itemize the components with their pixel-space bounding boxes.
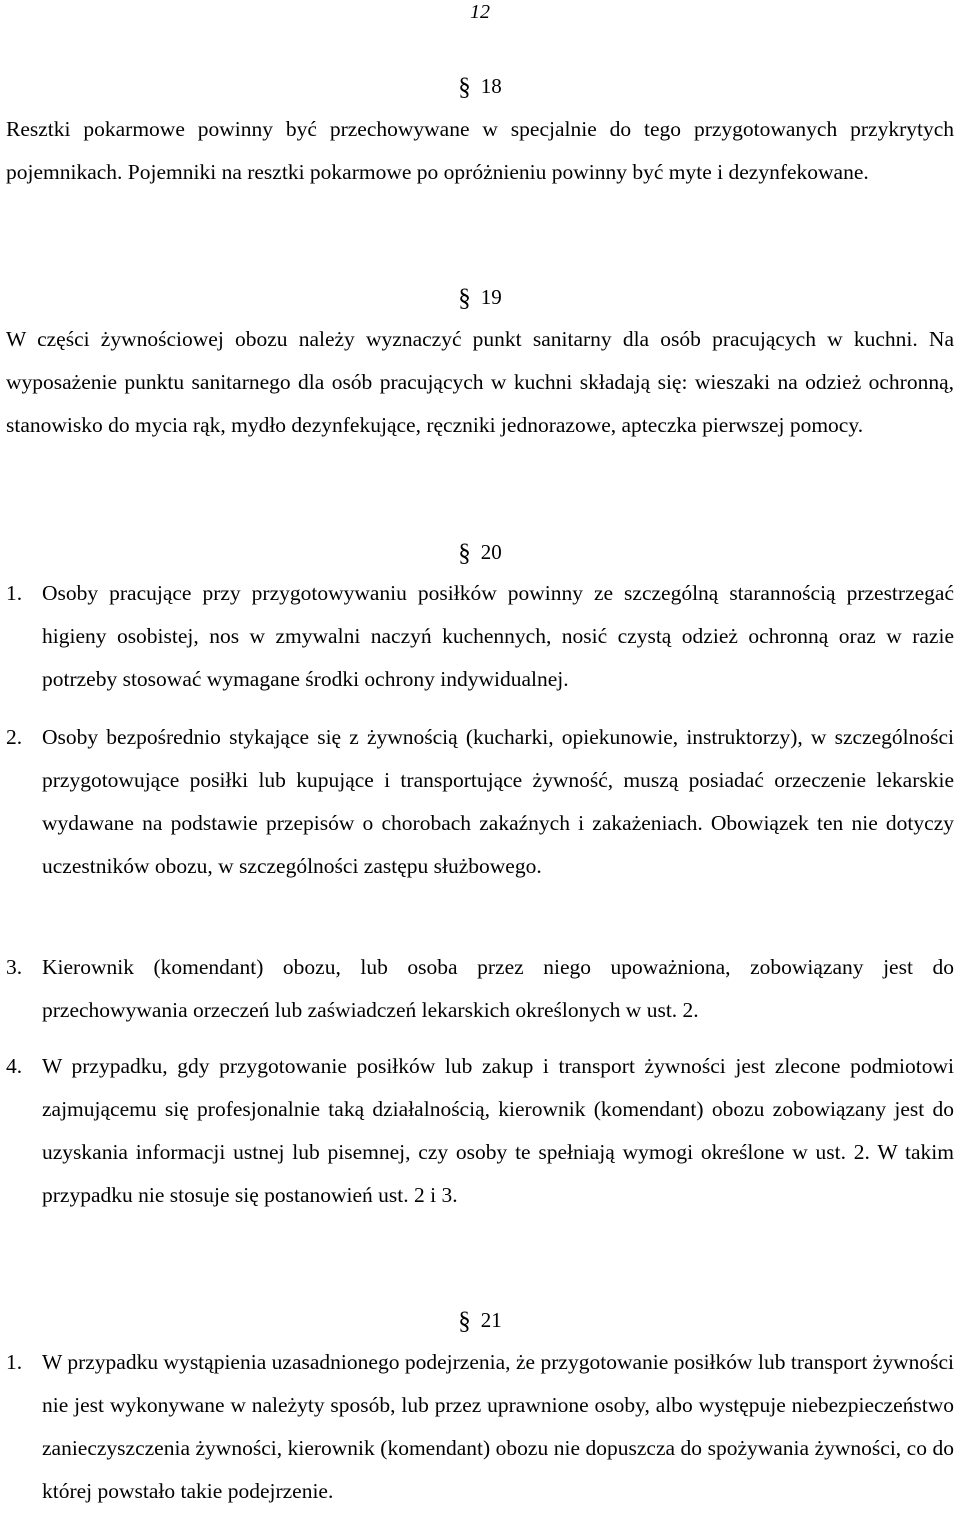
section-sign: §: [458, 74, 471, 101]
page-number: 12: [470, 1, 490, 23]
item-text: Osoby pracujące przy przygotowywaniu posiłków powinny ze szczególną starannością przestrzegać higieny osobistej, nos w zmywalni naczyń kuchennych, nosić czystą odzież ochronną oraz w razie potrzeby stosować wymagane środki ochrony indywidualnej.: [42, 581, 954, 691]
item-text: W przypadku, gdy przygotowanie posiłków lub zakup i transport żywności jest zlecone podmiotowi zajmującemu się profesjonalnie taką działalnością, kierownik (komendant) obozu zobowiązany jest do uzyskania informacji ustnej lub pisemnej, czy osoby te spełniają wymogi określone w ust. 2. W takim przypadku nie stosuje się postanowień ust. 2 i 3.: [42, 1054, 954, 1207]
section-19-heading: [0, 283, 960, 313]
item-number: 2.: [6, 725, 23, 749]
item-text: Osoby bezpośrednio stykające się z żywnością (kucharki, opiekunowie, instruktorzy), w szczególności przygotowujące posiłki lub kupujące i transportujące żywność, muszą posiadać orzeczenie lekarskie wydawane na podstawie przepisów o chorobach zakaźnych i zakażeniach. Obowiązek ten nie dotyczy uczestników obozu, w szczególności zastępu służbowego.: [42, 725, 954, 878]
section-number: 18: [480, 74, 502, 98]
item-text: W przypadku wystąpienia uzasadnionego podejrzenia, że przygotowanie posiłków lub transport żywności nie jest wykonywane w należyty sposób, lub przez uprawnione osoby, albo występuje niebezpieczeństwo zanieczyszczenia żywności, kierownik (komendant) obozu nie dopuszcza do spożywania żywności, co do której powstało takie podejrzenie.: [42, 1350, 954, 1503]
section-number: 19: [480, 285, 502, 309]
section-18-heading: [0, 72, 960, 102]
item-number: 1.: [6, 1350, 23, 1374]
item-number: 1.: [6, 581, 23, 605]
section-number: 20: [480, 540, 502, 564]
section-number: 21: [480, 1308, 502, 1332]
section-21-heading: [0, 1306, 960, 1336]
item-number: 3.: [6, 955, 23, 979]
section-sign: §: [458, 285, 471, 312]
item-text: Kierownik (komendant) obozu, lub osoba przez niego upoważniona, zobowiązany jest do przechowywania orzeczeń lub zaświadczeń lekarskich określonych w ust. 2.: [42, 955, 954, 1022]
item-number: 4.: [6, 1054, 23, 1078]
section-20-item-1: [6, 572, 954, 701]
section-18-text: Resztki pokarmowe powinny być przechowywane w specjalnie do tego przygotowanych przykrytych pojemnikach. Pojemniki na resztki pokarmowe po opróżnieniu powinny być myte i dezynfekowane.: [6, 117, 954, 184]
section-20-item-3: [6, 946, 954, 1032]
section-21-item-1: [6, 1341, 954, 1513]
section-19-text: W części żywnościowej obozu należy wyznaczyć punkt sanitarny dla osób pracujących w kuchni. Na wyposażenie punktu sanitarnego dla osób pracujących w kuchni składają się: wieszaki na odzież ochronną, stanowisko do mycia rąk, mydło dezynfekujące, ręczniki jednorazowe, apteczka pierwszej pomocy.: [6, 327, 954, 437]
section-sign: §: [458, 1308, 471, 1335]
section-20-item-2: [6, 716, 954, 888]
section-20-item-4: [6, 1045, 954, 1217]
section-sign: §: [458, 540, 471, 567]
section-20-heading: [0, 538, 960, 568]
